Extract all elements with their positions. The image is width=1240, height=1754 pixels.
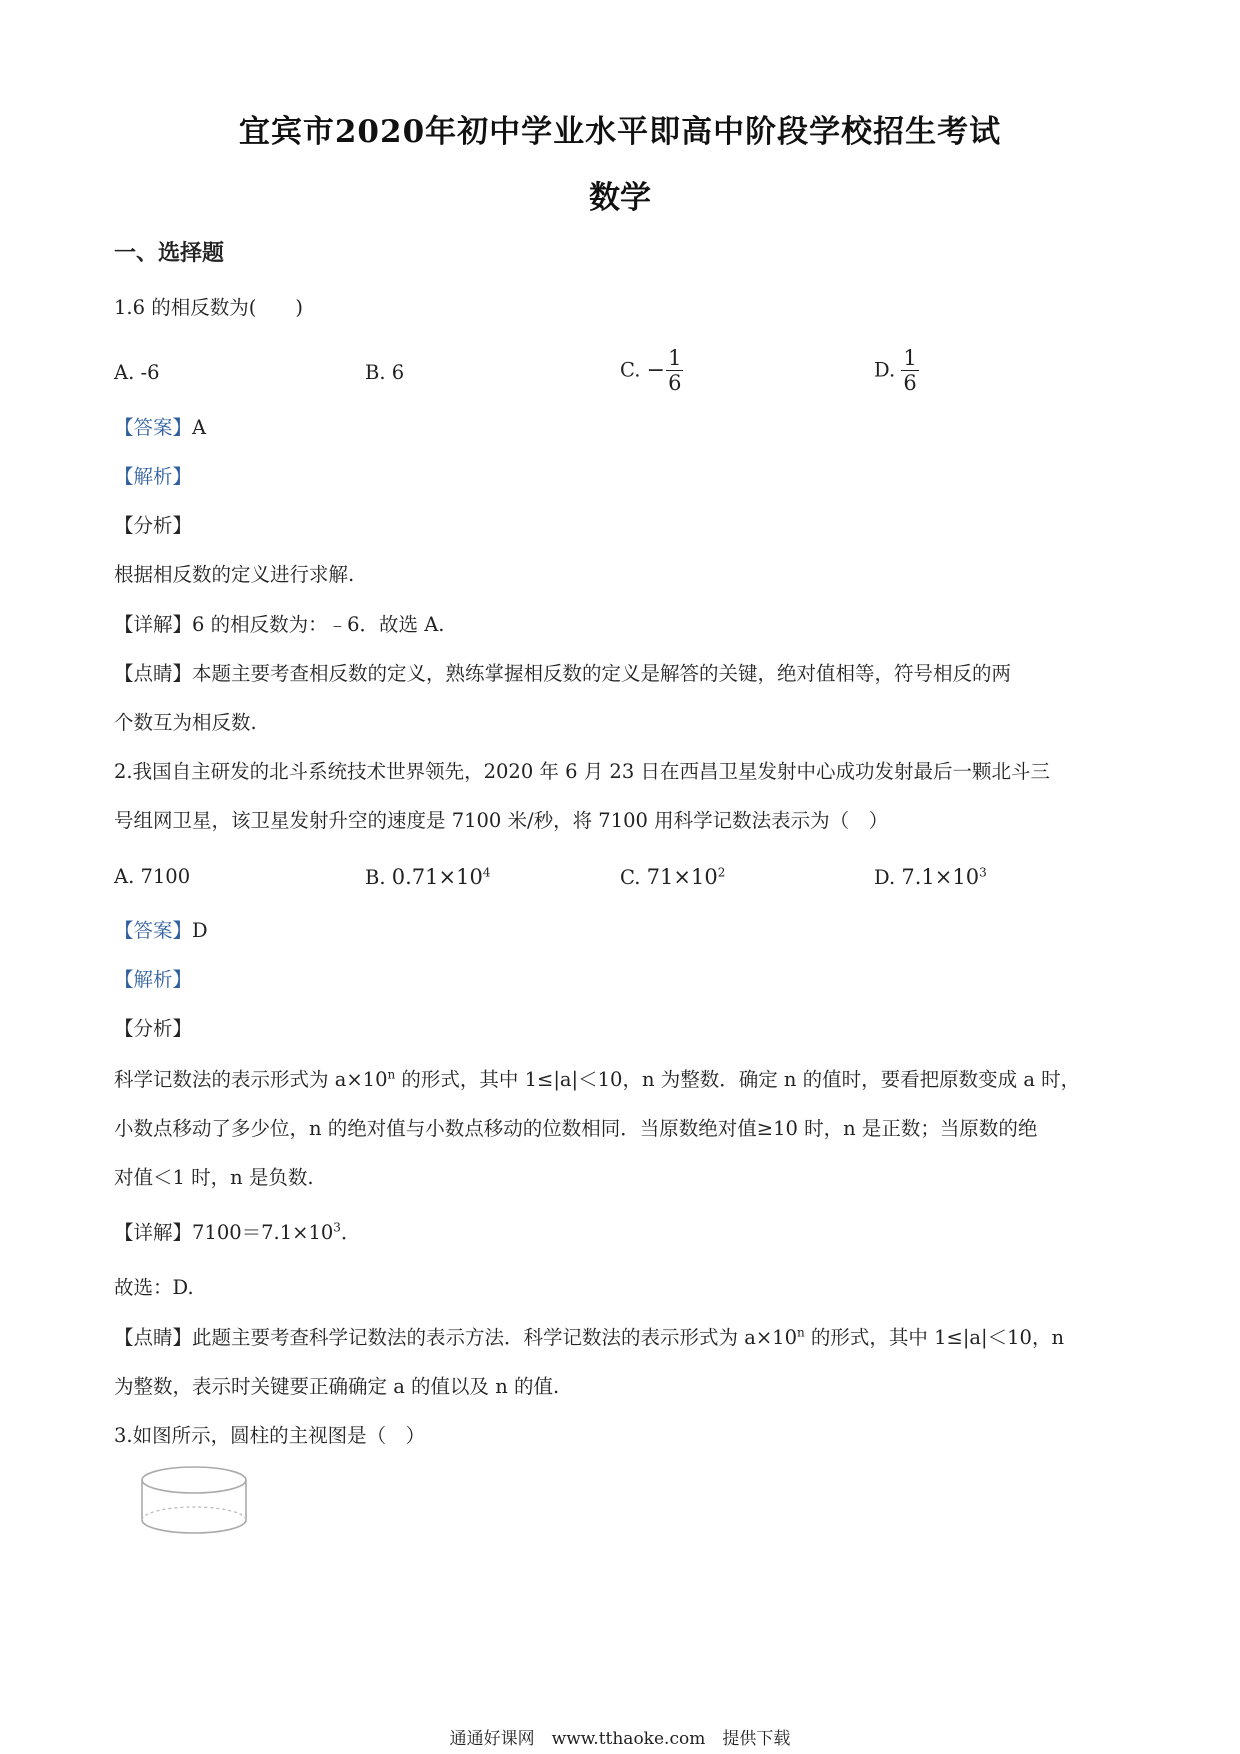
q1-option-c [620,346,683,395]
q1-option-c-label: C. [620,358,641,382]
q2-detail-exp: 3 [333,1220,341,1235]
q1-answer [114,415,206,441]
cylinder-figure-icon [138,1462,258,1542]
q2-option-d [874,864,987,891]
q2-option-b-label: B. [365,866,386,889]
q2-comment-b: 的形式，其中 1≤|a|＜10，n [804,1326,1064,1349]
q1-stem: 1.6 的相反数为( ) [114,296,303,319]
q1-option-d-numerator: 1 [903,346,917,370]
q2-jiexi: 【解析】 [114,968,193,991]
q2-analysis-line-1 [114,1067,1080,1093]
q2-detail-b: ． [340,1221,361,1244]
q2-option-d-exp: 3 [979,865,987,880]
q3-stem: 3.如图所示，圆柱的主视图是（ ） [114,1424,426,1447]
q2-choose: 故选：D. [114,1276,194,1299]
q1-fenxi: 【分析】 [114,514,193,537]
q2-option-d-label: D. [874,866,896,889]
q1-option-c-denominator: 6 [668,371,682,395]
q2-option-c-base: 71×10 [646,865,718,889]
q2-detail-a: 【详解】7100＝7.1×10 [114,1221,334,1244]
section-heading: 一、选择题 [114,240,225,266]
q2-detail [114,1220,360,1246]
q2-analysis-line-2: 小数点移动了多少位，n 的绝对值与小数点移动的位数相同．当原数绝对值≥10 时，n 是正数；当原数的绝 [114,1117,1038,1140]
q2-option-b [365,864,490,891]
q2-option-c-label: C. [620,866,641,889]
q1-option-d-label: D. [874,358,896,382]
q2-answer [114,918,208,944]
q2-option-d-base: 7.1×10 [901,865,980,889]
q2-stem-line-2: 号组网卫星，该卫星发射升空的速度是 7100 米/秒，将 7100 用科学记数法表示为（ ） [114,809,889,832]
q2-comment-exp: n [796,1325,805,1340]
q2-answer-tag: 【答案】 [114,919,193,942]
page-title: 宜宾市2020年初中学业水平即高中阶段学校招生考试 [238,114,1002,150]
q2-option-b-exp: 4 [482,865,491,880]
q1-comment-line-1: 【点睛】本题主要考查相反数的定义，熟练掌握相反数的定义是解答的关键，绝对值相等，符号相反的两 [114,662,1012,685]
q2-fenxi: 【分析】 [114,1017,193,1040]
q2-analysis-line-1-b: 的形式，其中 1≤|a|＜10，n 为整数．确定 n 的值时，要看把原数变成 a 时， [395,1068,1081,1091]
q2-comment-a: 【点睛】此题主要考查科学记数法的表示方法．科学记数法的表示形式为 a×10 [114,1326,797,1349]
q2-option-c-exp: 2 [717,865,726,880]
q1-option-a: A. -6 [114,361,160,384]
q1-option-d-fraction [901,346,918,395]
q2-analysis-line-1-a: 科学记数法的表示形式为 a×10 [114,1068,388,1091]
q1-jiexi: 【解析】 [114,465,193,488]
q1-answer-tag: 【答案】 [114,416,193,439]
q1-option-d-denominator: 6 [903,371,917,395]
q2-comment-line-1 [114,1325,1064,1351]
q2-stem-line-1: 2.我国自主研发的北斗系统技术世界领先，2020 年 6 月 23 日在西昌卫星发射中心成功发射最后一颗北斗三 [114,760,1050,783]
q1-comment-line-2: 个数互为相反数. [114,711,257,734]
q2-comment-line-2: 为整数，表示时关键要正确确定 a 的值以及 n 的值. [114,1375,560,1398]
q1-option-c-fraction [666,346,683,395]
q2-answer-value: D [192,919,208,942]
q2-option-b-base: 0.71×10 [391,865,483,889]
q2-analysis-line-3: 对值＜1 时，n 是负数. [114,1166,314,1189]
q2-option-c [620,864,725,891]
q1-option-d [874,346,919,395]
page-footer: 通通好课网 www.tthaoke.com 提供下载 [449,1729,791,1749]
page-subtitle: 数学 [589,180,651,216]
q1-option-b: B. 6 [365,361,405,384]
q1-option-c-sign: − [646,357,666,383]
q1-analysis: 根据相反数的定义进行求解. [114,563,355,586]
q2-option-a: A. 7100 [114,865,191,888]
q1-option-c-numerator: 1 [668,346,682,370]
q1-answer-value: A [192,416,207,439]
q1-detail: 【详解】6 的相反数为：﹣6．故选 A. [114,613,445,636]
q2-analysis-exp: n [387,1067,396,1082]
